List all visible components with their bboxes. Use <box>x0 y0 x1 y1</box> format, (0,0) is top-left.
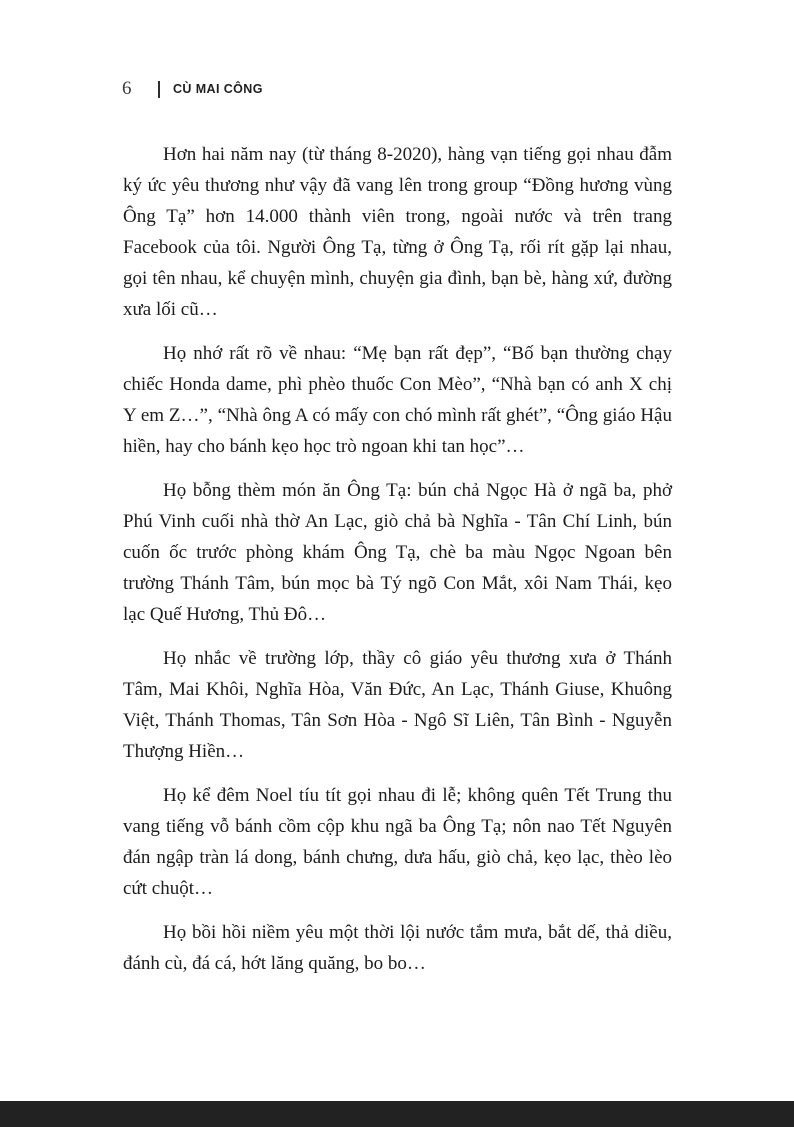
paragraph-6: Họ bồi hồi niềm yêu một thời lội nước tắm mưa, bắt dế, thả diều, đánh cù, đá cá, hớt lăng quăng, bo bo… <box>123 922 672 974</box>
paragraph-1: Hơn hai năm nay (từ tháng 8-2020), hàng vạn tiếng gọi nhau đẫm ký ức yêu thương như vậy đã vang lên trong group “Đồng hương vùng Ông Tạ” hơn 14.000 thành viên trong, ngoài nước và trên trang Facebook của tôi. Người Ông Tạ, từng ở Ông Tạ, rối rít gặp lại nhau, gọi tên nhau, kể chuyện mình, chuyện gia đình, bạn bè, hàng xứ, đường xưa lối cũ… <box>123 144 672 320</box>
paragraph-3: Họ bỗng thèm món ăn Ông Tạ: bún chả Ngọc Hà ở ngã ba, phở Phú Vinh cuối nhà thờ An Lạc, giò chả bà Nghĩa - Tân Chí Linh, bún cuốn ốc trước phòng khám Ông Tạ, chè ba màu Ngọc Ngoan bên trường Thánh Tâm, bún mọc bà Tý ngõ Con Mắt, xôi Nam Thái, kẹo lạc Quế Hương, Thủ Đô… <box>123 480 672 625</box>
page-number: 6 <box>122 78 132 99</box>
paragraph-5: Họ kể đêm Noel tíu tít gọi nhau đi lễ; không quên Tết Trung thu vang tiếng vỗ bánh cồm cộp khu ngã ba Ông Tạ; nôn nao Tết Nguyên đán ngập tràn lá dong, bánh chưng, dưa hấu, giò chả, kẹo lạc, thèo lèo cứt chuột… <box>123 785 672 899</box>
paragraph-4: Họ nhắc về trường lớp, thầy cô giáo yêu thương xưa ở Thánh Tâm, Mai Khôi, Nghĩa Hòa, Văn Đức, An Lạc, Thánh Giuse, Khuông Việt, Thánh Thomas, Tân Sơn Hòa - Ngô Sĩ Liên, Tân Bình - Nguyễn Thượng Hiền… <box>123 648 672 762</box>
page-body <box>123 139 672 992</box>
paragraph-2: Họ nhớ rất rõ về nhau: “Mẹ bạn rất đẹp”, “Bố bạn thường chạy chiếc Honda dame, phì phèo thuốc Con Mèo”, “Nhà bạn có anh X chị Y em Z…”, “Nhà ông A có mấy con chó mình rất ghét”, “Ông giáo Hậu hiền, hay cho bánh kẹo học trò ngoan khi tan học”… <box>123 343 672 457</box>
header-divider <box>158 81 160 98</box>
running-header-author: CÙ MAI CÔNG <box>173 82 263 96</box>
running-header <box>122 78 263 100</box>
footer-bar <box>0 1101 794 1127</box>
